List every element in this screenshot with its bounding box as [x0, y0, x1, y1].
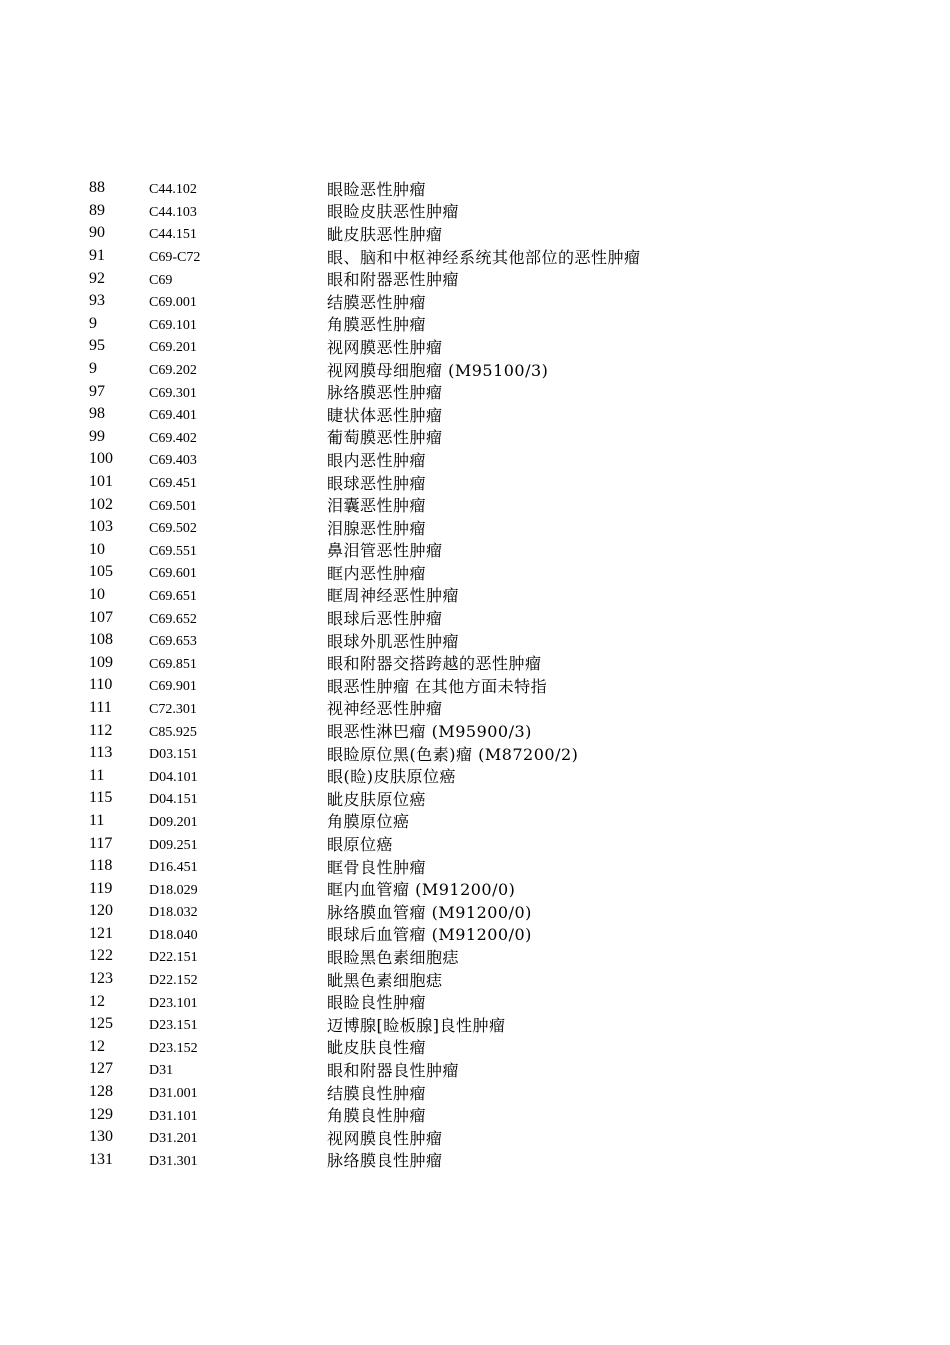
icd-code: D23.101: [149, 995, 198, 1011]
diagnosis-name: 角膜原位癌: [327, 812, 410, 832]
row-number: 122: [89, 947, 113, 965]
icd-code: C69.502: [149, 521, 197, 537]
icd-code: D16.451: [149, 860, 198, 876]
icd-code: C69.403: [149, 453, 197, 469]
row-number: 100: [89, 450, 113, 468]
table-row: [89, 674, 889, 697]
table-row: [89, 742, 889, 765]
diagnosis-name: 眦皮肤恶性肿瘤: [327, 224, 443, 244]
icd-code: C69.901: [149, 679, 197, 695]
table-row: [89, 787, 889, 810]
row-number: 130: [89, 1128, 113, 1146]
diagnosis-name: 眼(睑)皮肤原位癌: [327, 767, 456, 787]
icd-code: C69.651: [149, 588, 197, 604]
diagnosis-name: 葡萄膜恶性肿瘤: [327, 428, 443, 448]
table-row: [89, 629, 889, 652]
row-number: 111: [89, 698, 112, 716]
diagnosis-name: 睫状体恶性肿瘤: [327, 405, 443, 425]
diagnosis-name: 眼睑黑色素细胞痣: [327, 947, 460, 967]
table-row: [89, 764, 889, 787]
icd-code: D04.151: [149, 792, 198, 808]
diagnosis-name: 眦皮肤良性瘤: [327, 1038, 427, 1058]
row-number: 128: [89, 1083, 113, 1101]
table-row: [89, 945, 889, 968]
table-row: [89, 1013, 889, 1036]
diagnosis-name: 眼睑恶性肿瘤: [327, 179, 427, 199]
table-row: [89, 403, 889, 426]
diagnosis-name: 鼻泪管恶性肿瘤: [327, 541, 443, 561]
diagnosis-name: 眼球后血管瘤 (M91200/0): [327, 925, 532, 945]
icd-code: C69: [149, 272, 173, 288]
diagnosis-name: 眼睑原位黑(色素)瘤 (M87200/2): [327, 744, 579, 764]
icd-code: D31.101: [149, 1108, 198, 1124]
table-row: [89, 380, 889, 403]
icd-code: D31.001: [149, 1086, 198, 1102]
diagnosis-name: 眦黑色素细胞痣: [327, 970, 443, 990]
icd-code: C72.301: [149, 701, 197, 717]
table-row: [89, 222, 889, 245]
icd-code: D18.040: [149, 927, 198, 943]
icd-code: C69.501: [149, 498, 197, 514]
row-number: 95: [89, 337, 105, 355]
table-row: [89, 900, 889, 923]
diagnosis-name: 眶骨良性肿瘤: [327, 857, 427, 877]
diagnosis-name: 眼、脑和中枢神经系统其他部位的恶性肿瘤: [327, 247, 641, 267]
table-row: [89, 1103, 889, 1126]
row-number: 10: [89, 540, 105, 558]
icd-code: C69.652: [149, 611, 197, 627]
table-row: [89, 697, 889, 720]
icd-code: C69.202: [149, 363, 197, 379]
diagnosis-name: 泪腺恶性肿瘤: [327, 518, 427, 538]
icd-code: C69.851: [149, 656, 197, 672]
row-number: 108: [89, 631, 113, 649]
icd-code: C44.102: [149, 182, 197, 198]
table-row: [89, 1058, 889, 1081]
row-number: 120: [89, 902, 113, 920]
row-number: 89: [89, 201, 105, 219]
row-number: 101: [89, 473, 113, 491]
diagnosis-name: 脉络膜血管瘤 (M91200/0): [327, 902, 532, 922]
row-number: 107: [89, 608, 113, 626]
diagnosis-name: 视网膜良性肿瘤: [327, 1128, 443, 1148]
table-row: [89, 200, 889, 223]
table-row: [89, 1036, 889, 1059]
icd-code: C69.402: [149, 430, 197, 446]
icd-code: C69-C72: [149, 250, 201, 266]
row-number: 12: [89, 992, 105, 1010]
table-row: [89, 606, 889, 629]
row-number: 123: [89, 970, 113, 988]
row-number: 88: [89, 179, 105, 197]
table-row: [89, 493, 889, 516]
row-number: 129: [89, 1105, 113, 1123]
icd-code: D18.032: [149, 905, 198, 921]
icd-code: D03.151: [149, 747, 198, 763]
table-row: [89, 358, 889, 381]
diagnosis-code-table: [89, 177, 889, 1171]
diagnosis-name: 迈博腺[睑板腺]良性肿瘤: [327, 1015, 506, 1035]
table-row: [89, 584, 889, 607]
diagnosis-name: 眼球外肌恶性肿瘤: [327, 631, 460, 651]
diagnosis-name: 眼睑良性肿瘤: [327, 993, 427, 1013]
icd-code: D31: [149, 1063, 174, 1079]
diagnosis-name: 眶内恶性肿瘤: [327, 563, 427, 583]
diagnosis-name: 脉络膜恶性肿瘤: [327, 383, 443, 403]
icd-code: D23.152: [149, 1040, 198, 1056]
row-number: 109: [89, 653, 113, 671]
diagnosis-name: 眼恶性淋巴瘤 (M95900/3): [327, 722, 532, 742]
row-number: 10: [89, 585, 105, 603]
icd-code: D23.151: [149, 1018, 198, 1034]
icd-code: C69.551: [149, 543, 197, 559]
table-row: [89, 855, 889, 878]
row-number: 11: [89, 811, 105, 829]
diagnosis-name: 眼球恶性肿瘤: [327, 473, 427, 493]
diagnosis-name: 视神经恶性肿瘤: [327, 699, 443, 719]
row-number: 118: [89, 857, 113, 875]
row-number: 97: [89, 382, 105, 400]
icd-code: C69.001: [149, 295, 197, 311]
row-number: 127: [89, 1060, 113, 1078]
diagnosis-name: 眼内恶性肿瘤: [327, 450, 427, 470]
row-number: 110: [89, 676, 113, 694]
diagnosis-name: 脉络膜良性肿瘤: [327, 1151, 443, 1171]
table-row: [89, 923, 889, 946]
row-number: 103: [89, 518, 113, 536]
row-number: 98: [89, 405, 105, 423]
icd-code: D04.101: [149, 769, 198, 785]
icd-code: D31.201: [149, 1131, 198, 1147]
table-row: [89, 877, 889, 900]
icd-code: C85.925: [149, 724, 197, 740]
diagnosis-name: 眼原位癌: [327, 835, 394, 855]
icd-code: D09.251: [149, 837, 198, 853]
diagnosis-name: 视网膜母细胞瘤 (M95100/3): [327, 360, 549, 380]
diagnosis-name: 眼和附器良性肿瘤: [327, 1060, 460, 1080]
table-row: [89, 651, 889, 674]
row-number: 105: [89, 563, 113, 581]
icd-code: C44.151: [149, 227, 197, 243]
table-row: [89, 313, 889, 336]
row-number: 9: [89, 360, 97, 378]
row-number: 93: [89, 292, 105, 310]
row-number: 121: [89, 924, 113, 942]
table-row: [89, 1149, 889, 1172]
table-row: [89, 471, 889, 494]
table-row: [89, 267, 889, 290]
row-number: 12: [89, 1037, 105, 1055]
icd-code: D09.201: [149, 814, 198, 830]
table-row: [89, 177, 889, 200]
row-number: 119: [89, 879, 113, 897]
row-number: 113: [89, 744, 113, 762]
table-row: [89, 719, 889, 742]
diagnosis-name: 角膜良性肿瘤: [327, 1106, 427, 1126]
table-row: [89, 245, 889, 268]
table-row: [89, 832, 889, 855]
table-row: [89, 290, 889, 313]
row-number: 11: [89, 766, 105, 784]
table-row: [89, 539, 889, 562]
diagnosis-name: 结膜良性肿瘤: [327, 1083, 427, 1103]
icd-code: C69.201: [149, 340, 197, 356]
diagnosis-name: 结膜恶性肿瘤: [327, 292, 427, 312]
diagnosis-name: 眶内血管瘤 (M91200/0): [327, 880, 516, 900]
row-number: 91: [89, 247, 105, 265]
row-number: 9: [89, 314, 97, 332]
icd-code: C69.601: [149, 566, 197, 582]
icd-code: C44.103: [149, 204, 197, 220]
diagnosis-name: 眼恶性肿瘤 在其他方面未特指: [327, 676, 548, 696]
table-row: [89, 990, 889, 1013]
table-row: [89, 426, 889, 449]
diagnosis-name: 眼和附器恶性肿瘤: [327, 270, 460, 290]
table-row: [89, 335, 889, 358]
icd-code: D31.301: [149, 1153, 198, 1169]
row-number: 131: [89, 1150, 113, 1168]
table-row: [89, 968, 889, 991]
row-number: 99: [89, 427, 105, 445]
table-row: [89, 516, 889, 539]
diagnosis-name: 泪囊恶性肿瘤: [327, 496, 427, 516]
row-number: 92: [89, 269, 105, 287]
row-number: 102: [89, 495, 113, 513]
diagnosis-name: 眶周神经恶性肿瘤: [327, 586, 460, 606]
diagnosis-name: 眼球后恶性肿瘤: [327, 609, 443, 629]
icd-code: D22.152: [149, 973, 198, 989]
row-number: 125: [89, 1015, 113, 1033]
diagnosis-name: 角膜恶性肿瘤: [327, 315, 427, 335]
icd-code: D18.029: [149, 882, 198, 898]
row-number: 115: [89, 789, 113, 807]
icd-code: C69.101: [149, 317, 197, 333]
icd-code: D22.151: [149, 950, 198, 966]
diagnosis-name: 眼睑皮肤恶性肿瘤: [327, 202, 460, 222]
table-row: [89, 1126, 889, 1149]
icd-code: C69.653: [149, 634, 197, 650]
diagnosis-name: 视网膜恶性肿瘤: [327, 337, 443, 357]
diagnosis-name: 眦皮肤原位癌: [327, 789, 427, 809]
table-row: [89, 448, 889, 471]
table-row: [89, 810, 889, 833]
diagnosis-name: 眼和附器交搭跨越的恶性肿瘤: [327, 654, 542, 674]
table-row: [89, 1081, 889, 1104]
icd-code: C69.301: [149, 385, 197, 401]
icd-code: C69.401: [149, 408, 197, 424]
table-row: [89, 561, 889, 584]
icd-code: C69.451: [149, 476, 197, 492]
row-number: 117: [89, 834, 113, 852]
row-number: 112: [89, 721, 113, 739]
row-number: 90: [89, 224, 105, 242]
